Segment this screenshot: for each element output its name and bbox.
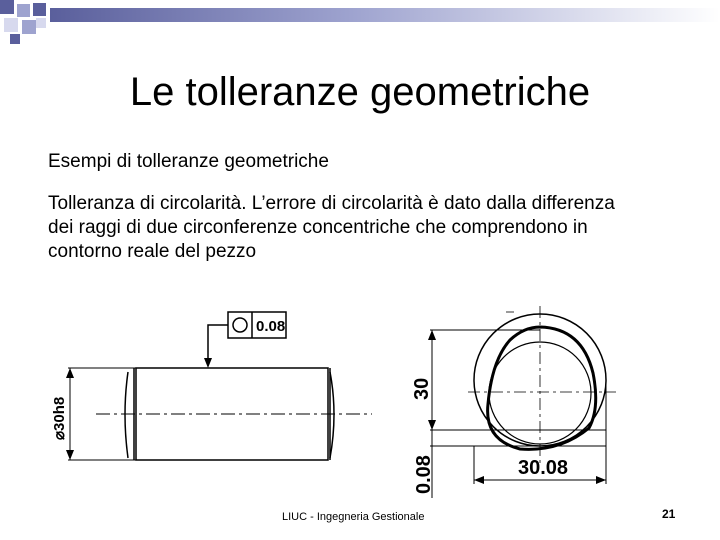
slide-body-text: Tolleranza di circolarità. L’errore di circolarità è dato dalla differenza dei raggi di due circonferenze concentriche che comprendono in contorno reale del pezzo: [48, 193, 615, 262]
tolerance-value: 0.08: [256, 318, 286, 335]
slide-title: Le tolleranze geometriche: [129, 70, 591, 114]
vertical-dimension: 30: [411, 377, 433, 400]
leader-arrow-icon: [204, 358, 212, 368]
horizontal-dimension: 30.08: [518, 457, 569, 479]
slide-subtitle: Esempi di tolleranze geometriche: [48, 151, 329, 172]
page-number: 21: [662, 507, 676, 521]
vertical-tolerance: 0.08: [413, 455, 435, 494]
footer-text: LIUC - Ingegneria Gestionale: [282, 511, 425, 523]
diameter-label: ⌀30h8: [51, 396, 68, 440]
circularity-symbol-icon: [233, 318, 247, 332]
